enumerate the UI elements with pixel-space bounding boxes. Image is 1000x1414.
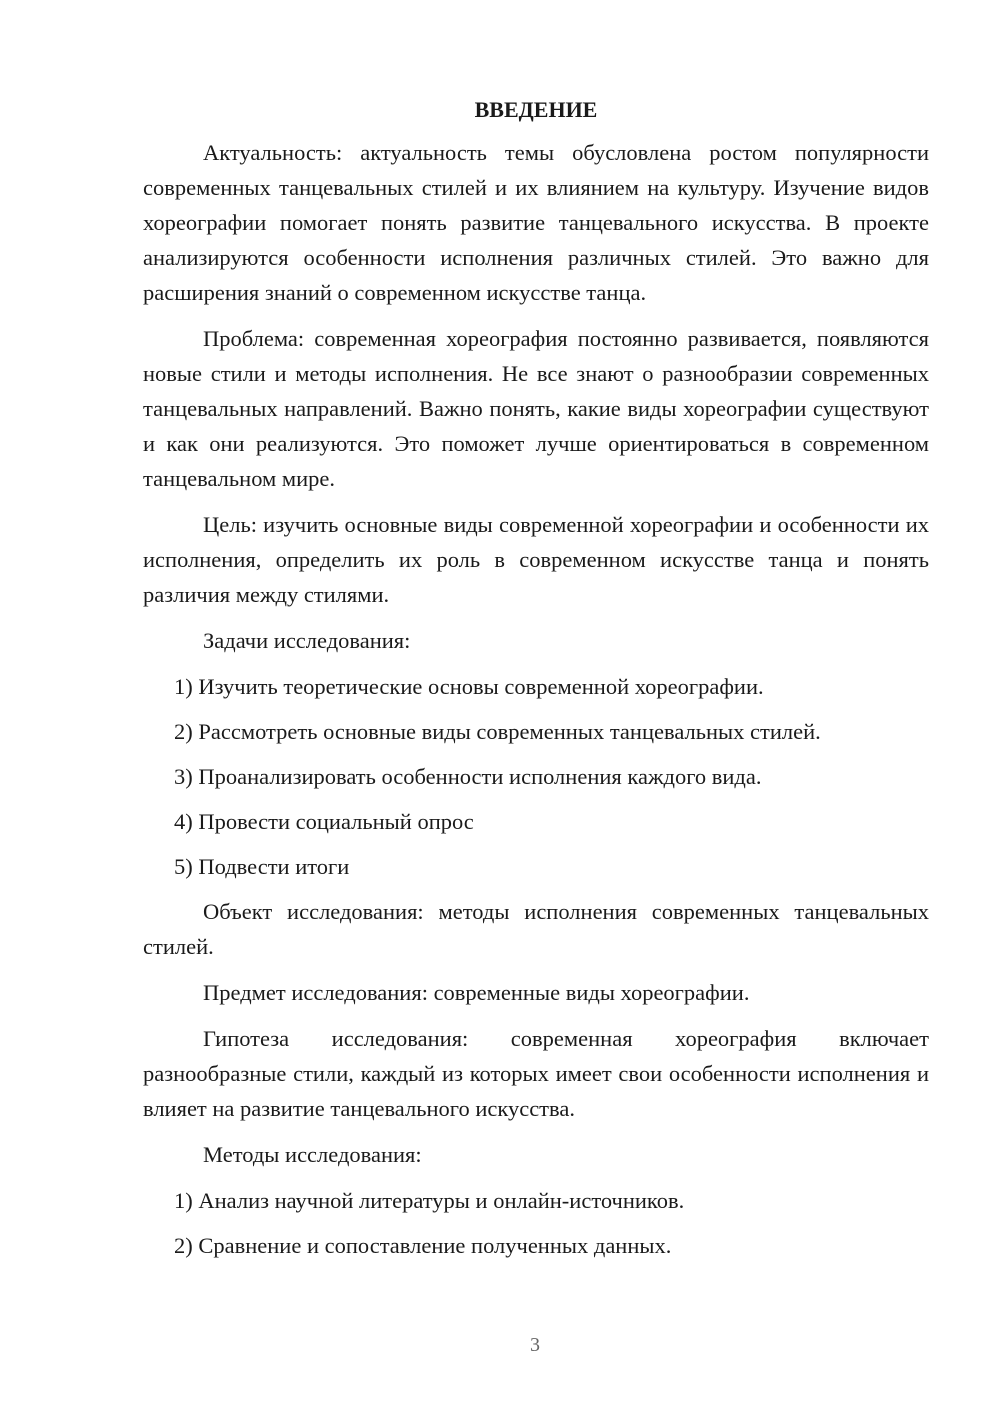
task-item: 1) Изучить теоретические основы современной хореографии. bbox=[174, 674, 764, 699]
page-number: 3 bbox=[530, 1334, 540, 1356]
task-item: 3) Проанализировать особенности исполнения каждого вида. bbox=[174, 764, 762, 789]
methods-heading: Методы исследования: bbox=[203, 1142, 422, 1167]
task-item: 5) Подвести итоги bbox=[174, 854, 350, 879]
subject-paragraph: Предмет исследования: современные виды хореографии. bbox=[203, 980, 750, 1005]
goal-paragraph: Цель: изучить основные виды современной хореографии и особенности их исполнения, определить их роль в современном искусстве танца и понять различия между стилями. bbox=[143, 512, 929, 607]
problem-paragraph: Проблема: современная хореография постоянно развивается, появляются новые стили и методы исполнения. Не все знают о разнообразии современных танцевальных направлений. Важно понять, какие виды хореографии существуют и как они реализуются. Это поможет лучше ориентироваться в современном танцевальном мире. bbox=[143, 326, 929, 491]
task-item: 2) Рассмотреть основные виды современных танцевальных стилей. bbox=[174, 719, 821, 744]
tasks-heading: Задачи исследования: bbox=[203, 628, 411, 653]
object-paragraph: Объект исследования: методы исполнения современных танцевальных стилей. bbox=[143, 899, 929, 959]
hypothesis-paragraph: Гипотеза исследования: современная хореография включает разнообразные стили, каждый из которых имеет свои особенности исполнения и влияет на развитие танцевального искусства. bbox=[143, 1026, 929, 1121]
method-item: 1) Анализ научной литературы и онлайн-источников. bbox=[174, 1188, 685, 1213]
method-item: 2) Сравнение и сопоставление полученных данных. bbox=[174, 1233, 672, 1258]
page-title: ВВЕДЕНИЕ bbox=[474, 97, 598, 122]
document-page bbox=[143, 95, 929, 1273]
task-item: 4) Провести социальный опрос bbox=[174, 809, 474, 834]
relevance-paragraph: Актуальность: актуальность темы обусловлена ростом популярности современных танцевальных стилей и их влиянием на культуру. Изучение видов хореографии помогает понять развитие танцевального искусства. В проекте анализируются особенности исполнения различных стилей. Это важно для расширения знаний о современном искусстве танца. bbox=[143, 140, 929, 305]
